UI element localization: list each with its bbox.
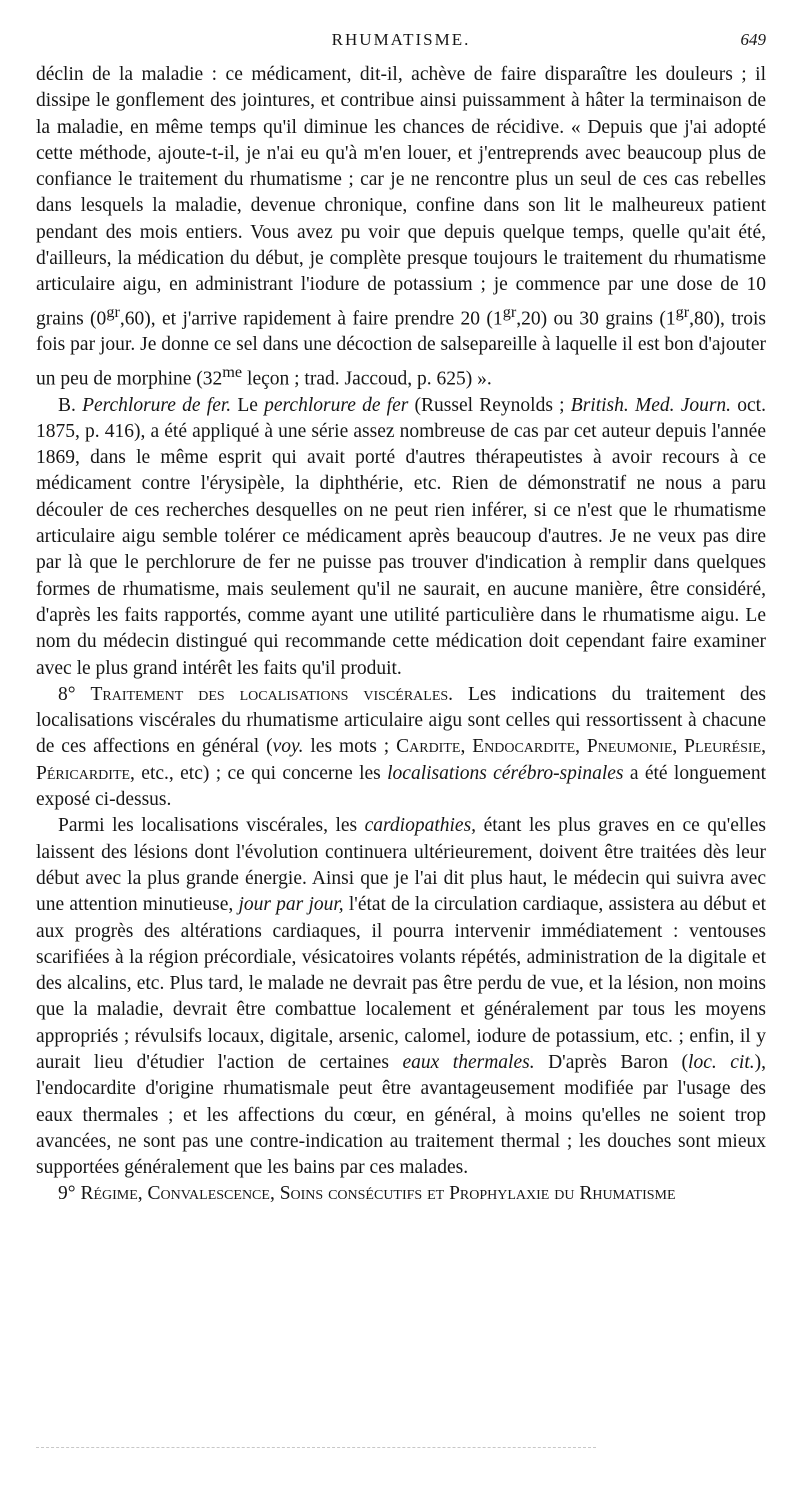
page-number: 649 xyxy=(740,30,766,49)
paragraph-2: B. Perchlorure de fer. Le perchlorure de fer (Russel Reynolds ; British. Med. Journ. oct. 1875, p. 416), a été appliqué à une série assez nombreuse de cas par cet auteur depuis l'année 1869, dans le même esprit qui avait porté d'autres thérapeutistes à avoir recours à ce médicament contre l'érysipèle, la diphthérie, etc. Rien de démonstratif ne nous a paru découler de ces recherches desquelles on ne peut rien inférer, si ce n'est que le rhumatisme articulaire aigu semble tolérer ce médicament après beaucoup d'autres. Je ne veux pas dire par là que le perchlorure de fer ne puisse pas trouver d'indication à remplir dans quelques formes de rhumatisme, mais seulement qu'il ne saurait, en aucune manière, être considéré, d'après les faits rapportés, comme ayant une utilité particulière dans le rhumatisme aigu. Le nom du médecin distingué qui recommande cette médication doit cependant faire examiner avec le plus grand intérêt les faits qu'il produit. xyxy=(36,394,766,679)
section-heading-8: Traitement des localisations viscérales. xyxy=(90,683,454,705)
section-heading-9: Régime, Convalescence, Soins consécutifs et Prophylaxie du Rhumatisme xyxy=(80,1183,676,1205)
body-text xyxy=(36,62,766,1208)
paragraph-1: déclin de la maladie : ce médicament, dit-il, achève de faire disparaître les douleurs ; il dissipe le gonflement des jointures, et contribue ainsi puissamment à hâter la terminaison de la maladie, en même temps qu'il diminue les chances de récidive. « Depuis que j'ai adopté cette méthode, ajoute-t-il, je n'ai eu qu'à m'en louer, et j'entreprends avec beaucoup plus de confiance le traitement du rhumatisme ; car je ne rencontre plus un seul de ces cas rebelles dans lesquels la maladie, devenue chronique, confine dans son lit le malheureux patient pendant des mois entiers. Vous avez pu voir que depuis quelque temps, quelle qu'ait été, d'ailleurs, la médication du début, je complète presque toujours le traitement du rhumatisme articulaire aigu, en administrant l'iodure de potassium ; je commence par une dose de 10 grains $(0^{gr},60)$, et j'arrive rapidement à faire prendre 20 $(1^{gr},20)$ ou 30 grains $(1^{gr},80)$, trois fois par jour. Je donne ce sel dans une décoction de salsepareille à laquelle il est bon d'ajouter un peu de morphine ($32^{me}$ leçon ; trad. Jaccoud, p. 625) ». xyxy=(36,64,766,390)
running-title: RHUMATISME. xyxy=(331,30,471,49)
running-head xyxy=(36,30,766,54)
bottom-rule xyxy=(36,1447,596,1448)
paragraph-5: 9° Régime, Convalescence, Soins consécutifs et Prophylaxie du Rhumatisme xyxy=(58,1183,676,1205)
paragraph-3: 8° Traitement des localisations viscérales. Les indications du traitement des localisations viscérales du rhumatisme articulaire aigu sont celles qui ressortissent à chacune de ces affections en général (voy. les mots ; Cardite, Endocardite, Pneumonie, Pleurésie, Péricardite, etc., etc) ; ce qui concerne les localisations cérébro-spinales a été longuement exposé ci-dessus. xyxy=(36,683,767,811)
paragraph-4: Parmi les localisations viscérales, les cardiopathies, étant les plus graves en ce qu'elles laissent des lésions dont l'évolution continuera ultérieurement, doivent être traitées dès leur début avec la plus grande énergie. Ainsi que je l'ai dit plus haut, le médecin qui suivra avec une attention minutieuse, jour par jour, l'état de la circulation cardiaque, assistera au début et aux progrès des altérations cardiaques, il pourra intervenir immédiatement : ventouses scarifiées à la région précordiale, vésicatoires volants répétés, administration de la digitale et des alcalins, etc. Plus tard, le malade ne devrait pas être perdu de vue, et la lésion, non moins que la maladie, devrait être combattue localement et généralement par tous les moyens appropriés ; révulsifs locaux, digitale, arsenic, calomel, iodure de potassium, etc. ; enfin, il y aurait lieu d'étudier l'action de certaines eaux thermales. D'après Baron (loc. cit.), l'endocardite d'origine rhumatismale peut être avantageusement modifiée par l'usage des eaux thermales ; et les affections du cœur, en général, à moins qu'elles ne soient trop avancées, ne sont pas une contre-indication au traitement thermal ; les douches sont mieux supportées généralement que les bains par ces malades. xyxy=(36,815,767,1179)
